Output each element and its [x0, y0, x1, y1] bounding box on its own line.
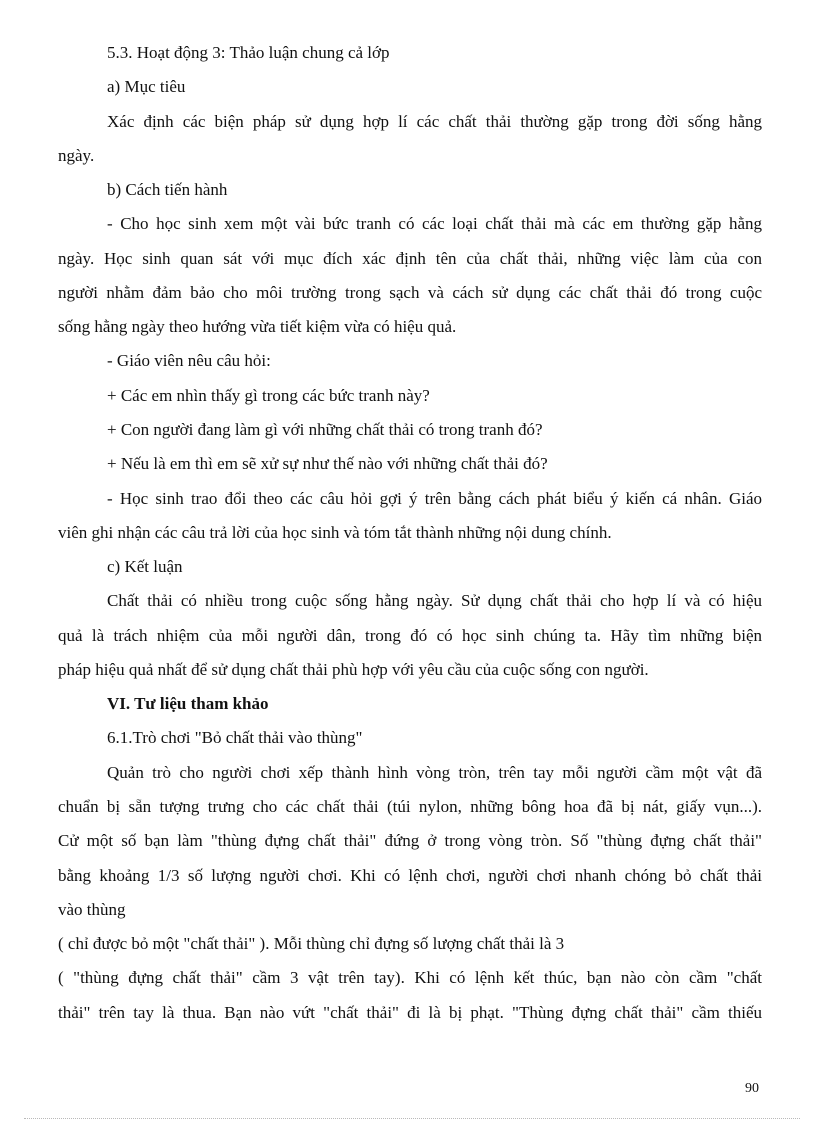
page-number: 90 [745, 1081, 759, 1096]
paragraph-line: ( "thùng đựng chất thải" cầm 3 vật trên tay). Khi có lệnh kết thúc, bạn nào còn cầm "chất [58, 968, 762, 987]
paragraph-line: viên ghi nhận các câu trả lời của học sinh và tóm tắt thành những nội dung chính. [58, 523, 612, 542]
paragraph-line: bằng khoảng 1/3 số lượng người chơi. Khi có lệnh chơi, người chơi nhanh chóng bỏ chất thải [58, 866, 762, 885]
question-item: + Nếu là em thì em sẽ xử sự như thế nào với những chất thải đó? [107, 454, 548, 473]
paragraph-line: thải" trên tay là thua. Bạn nào vứt "chất thải" đi là bị phạt. "Thùng đựng chất thải" cầm thiếu [58, 1003, 762, 1022]
paragraph-line: quả là trách nhiệm của mỗi người dân, trong đó có học sinh chúng ta. Hãy tìm những biện [58, 626, 762, 645]
paragraph-line: - Học sinh trao đổi theo các câu hỏi gợi ý trên bằng cách phát biểu ý kiến cá nhân. Giáo [107, 489, 762, 508]
section-heading-5-3: 5.3. Hoạt động 3: Thảo luận chung cả lớp [107, 43, 390, 62]
question-item: + Con người đang làm gì với những chất thải có trong tranh đó? [107, 420, 543, 439]
subheading-objective: a) Mục tiêu [107, 77, 186, 96]
paragraph-line: ngày. [58, 146, 95, 165]
page-bottom-divider [24, 1118, 800, 1119]
paragraph-line: - Cho học sinh xem một vài bức tranh có các loại chất thải mà các em thường gặp hằng [107, 214, 762, 233]
subsection-heading-6-1: 6.1.Trò chơi "Bỏ chất thải vào thùng" [107, 728, 363, 747]
paragraph-line: Chất thải có nhiều trong cuộc sống hằng ngày. Sử dụng chất thải cho hợp lí và có hiệu [107, 591, 762, 610]
paragraph-line: ngày. Học sinh quan sát với mục đích xác định tên của chất thải, những việc làm của con [58, 249, 762, 268]
question-item: + Các em nhìn thấy gì trong các bức tranh này? [107, 386, 430, 405]
paragraph-line: Quản trò cho người chơi xếp thành hình vòng tròn, trên tay mỗi người cầm một vật đã [107, 763, 762, 782]
paragraph-line: chuẩn bị sẵn tượng trưng cho các chất thải (túi nylon, những bông hoa đã bị nát, giấy vụn...). [58, 797, 762, 816]
subheading-procedure: b) Cách tiến hành [107, 180, 228, 199]
paragraph-line: vào thùng [58, 900, 126, 919]
paragraph-line: người nhằm đảm bảo cho môi trường trong sạch và cách sử dụng các chất thải đó trong cuộc [58, 283, 762, 302]
teacher-question-intro: - Giáo viên nêu câu hỏi: [107, 351, 271, 370]
subheading-conclusion: c) Kết luận [107, 557, 183, 576]
paragraph-line: pháp hiệu quả nhất để sử dụng chất thải phù hợp với yêu cầu của cuộc sống con người. [58, 660, 649, 679]
paragraph-line: sống hằng ngày theo hướng vừa tiết kiệm vừa có hiệu quả. [58, 317, 457, 336]
paragraph-line: ( chỉ được bỏ một "chất thải" ). Mỗi thùng chỉ đựng số lượng chất thải là 3 [58, 934, 565, 953]
paragraph-line: Xác định các biện pháp sử dụng hợp lí các chất thải thường gặp trong đời sống hằng [107, 112, 762, 131]
paragraph-line: Cử một số bạn làm "thùng đựng chất thải" đứng ở trong vòng tròn. Số "thùng đựng chất thải" [58, 831, 762, 850]
section-heading-vi: VI. Tư liệu tham khảo [107, 694, 269, 713]
